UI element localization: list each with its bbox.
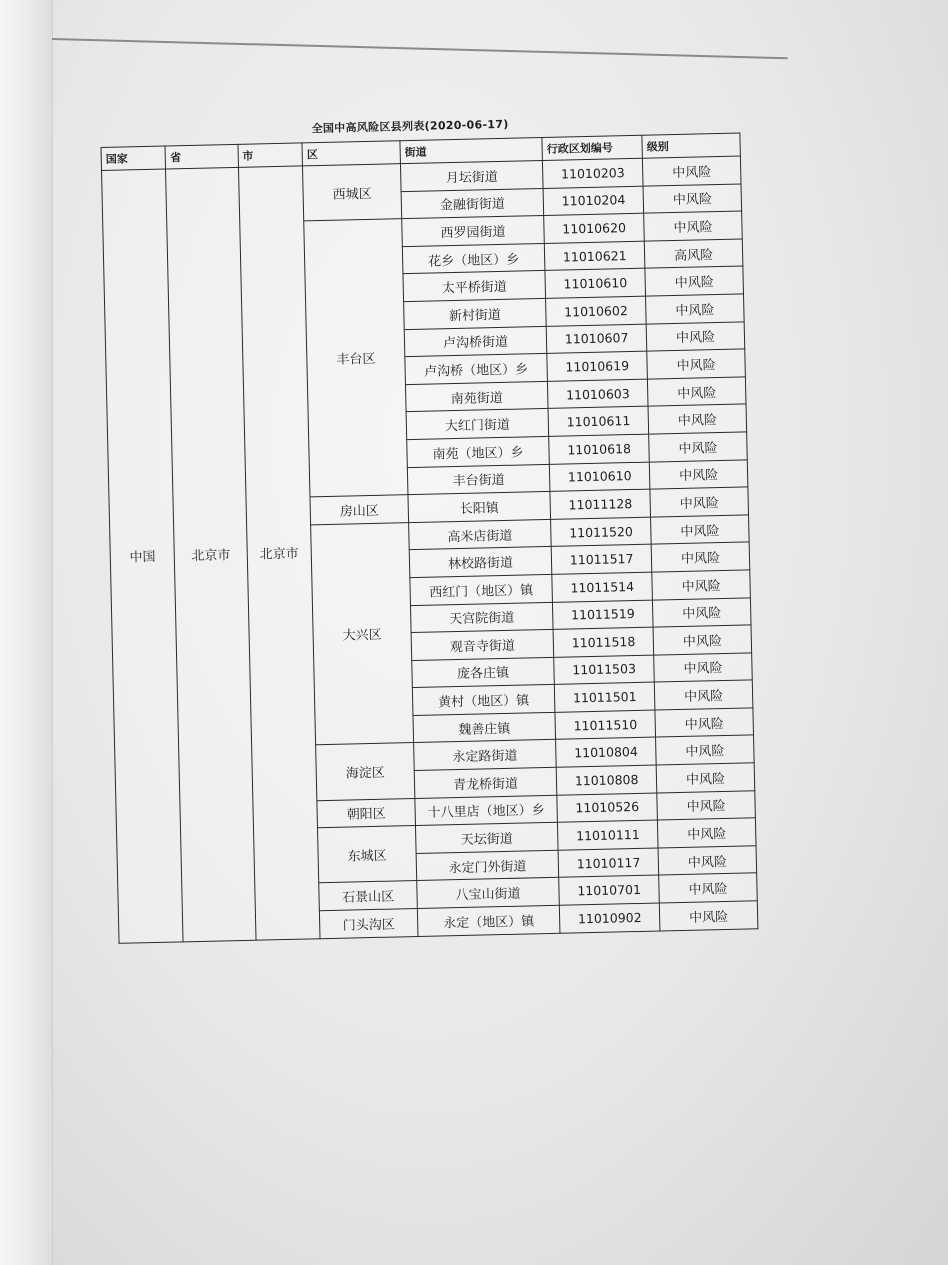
- level-cell: 中风险: [648, 404, 746, 434]
- header-city: 市: [238, 143, 303, 167]
- table-body: [102, 156, 758, 943]
- street-cell: 卢沟桥街道: [404, 326, 547, 357]
- level-cell: 中风险: [650, 487, 748, 517]
- street-cell: 青龙桥街道: [414, 767, 557, 798]
- code-cell: 11010203: [543, 158, 644, 188]
- street-cell: 天坛街道: [415, 823, 558, 854]
- code-cell: 11010607: [546, 324, 647, 354]
- street-cell: 长阳镇: [408, 492, 551, 523]
- country-cell: 中国: [102, 169, 184, 943]
- code-cell: 11011520: [551, 517, 652, 547]
- street-cell: 八宝山街道: [417, 878, 560, 909]
- code-cell: 11010619: [547, 351, 648, 381]
- header-province: 省: [165, 144, 238, 169]
- code-cell: 11010204: [543, 186, 644, 216]
- code-cell: 11010611: [548, 406, 649, 436]
- code-cell: 11010902: [559, 903, 660, 933]
- district-cell: 丰台区: [304, 219, 408, 497]
- level-cell: 高风险: [644, 239, 742, 269]
- district-cell: 西城区: [303, 164, 402, 221]
- street-cell: 金融街街道: [401, 188, 544, 219]
- code-cell: 11010701: [559, 875, 660, 905]
- code-cell: 11010804: [556, 738, 657, 768]
- binder-spine: [0, 0, 53, 1265]
- code-cell: 11011501: [554, 682, 655, 712]
- level-cell: 中风险: [654, 653, 752, 683]
- street-cell: 高米店街道: [409, 519, 552, 550]
- level-cell: 中风险: [649, 459, 747, 489]
- code-cell: 11011510: [555, 710, 656, 740]
- risk-area-table: [100, 132, 758, 943]
- code-cell: 11011517: [551, 544, 652, 574]
- code-cell: 11011514: [552, 572, 653, 602]
- level-cell: 中风险: [643, 184, 741, 214]
- code-cell: 11010117: [558, 848, 659, 878]
- level-cell: 中风险: [655, 708, 753, 738]
- code-cell: 11010618: [549, 434, 650, 464]
- district-cell: 海淀区: [316, 743, 415, 800]
- level-cell: 中风险: [651, 542, 749, 572]
- street-cell: 西罗园街道: [402, 216, 545, 247]
- code-cell: 11010620: [544, 213, 645, 243]
- level-cell: 中风险: [648, 377, 746, 407]
- header-district: 区: [302, 141, 400, 166]
- code-cell: 11010621: [544, 241, 645, 271]
- code-cell: 11011503: [554, 655, 655, 685]
- level-cell: 中风险: [652, 570, 750, 600]
- street-cell: 南苑（地区）乡: [407, 436, 550, 467]
- level-cell: 中风险: [658, 846, 756, 876]
- street-cell: 卢沟桥（地区）乡: [405, 354, 548, 385]
- code-cell: 11010808: [556, 765, 657, 795]
- code-cell: 11010610: [549, 462, 650, 492]
- district-cell: 房山区: [310, 495, 408, 525]
- street-cell: 花乡（地区）乡: [402, 243, 545, 274]
- level-cell: 中风险: [649, 432, 747, 462]
- header-street: 街道: [400, 137, 543, 163]
- level-cell: 中风险: [646, 294, 744, 324]
- district-cell: 东城区: [318, 826, 417, 883]
- street-cell: 庞各庄镇: [412, 657, 555, 688]
- district-cell: 门头沟区: [320, 909, 418, 939]
- document-title: 全国中高风险区县列表(2020-06-17): [311, 117, 509, 136]
- code-cell: 11010111: [558, 820, 659, 850]
- level-cell: 中风险: [645, 266, 743, 296]
- code-cell: 11010610: [545, 269, 646, 299]
- level-cell: 中风险: [653, 597, 751, 627]
- header-level: 级别: [642, 133, 740, 158]
- level-cell: 中风险: [647, 349, 745, 379]
- street-cell: 魏善庄镇: [413, 712, 556, 743]
- level-cell: 中风险: [659, 901, 757, 931]
- street-cell: 西红门（地区）镇: [410, 574, 553, 605]
- street-cell: 丰台街道: [407, 464, 550, 495]
- city-cell: 北京市: [238, 166, 320, 940]
- level-cell: 中风险: [644, 211, 742, 241]
- code-cell: 11010603: [548, 379, 649, 409]
- street-cell: 新村街道: [404, 298, 547, 329]
- code-cell: 11010602: [546, 296, 647, 326]
- street-cell: 十八里店（地区）乡: [415, 795, 558, 826]
- level-cell: 中风险: [658, 818, 756, 848]
- district-cell: 朝阳区: [317, 798, 415, 828]
- level-cell: 中风险: [643, 156, 741, 186]
- level-cell: 中风险: [646, 321, 744, 351]
- street-cell: 太平桥街道: [403, 271, 546, 302]
- level-cell: 中风险: [659, 873, 757, 903]
- province-cell: 北京市: [166, 167, 256, 941]
- code-cell: 11011128: [550, 489, 651, 519]
- code-cell: 11010526: [557, 793, 658, 823]
- street-cell: 观音寺街道: [411, 629, 554, 660]
- district-cell: 石景山区: [319, 881, 417, 911]
- street-cell: 南苑街道: [405, 381, 548, 412]
- level-cell: 中风险: [657, 790, 755, 820]
- street-cell: 大红门街道: [406, 409, 549, 440]
- header-code: 行政区划编号: [542, 135, 643, 160]
- street-cell: 天宫院街道: [410, 602, 553, 633]
- level-cell: 中风险: [654, 680, 752, 710]
- level-cell: 中风险: [651, 515, 749, 545]
- code-cell: 11011518: [553, 627, 654, 657]
- street-cell: 黄村（地区）镇: [412, 685, 555, 716]
- page-edge-line: [52, 38, 788, 59]
- level-cell: 中风险: [656, 763, 754, 793]
- street-cell: 永定（地区）镇: [417, 905, 560, 936]
- code-cell: 11011519: [553, 600, 654, 630]
- district-cell: 大兴区: [311, 522, 414, 745]
- document-sheet: [100, 110, 758, 943]
- street-cell: 永定路街道: [414, 740, 557, 771]
- street-cell: 林校路街道: [409, 547, 552, 578]
- street-cell: 永定门外街道: [416, 850, 559, 881]
- header-country: 国家: [101, 146, 166, 170]
- street-cell: 月坛街道: [400, 160, 543, 191]
- level-cell: 中风险: [656, 735, 754, 765]
- level-cell: 中风险: [653, 625, 751, 655]
